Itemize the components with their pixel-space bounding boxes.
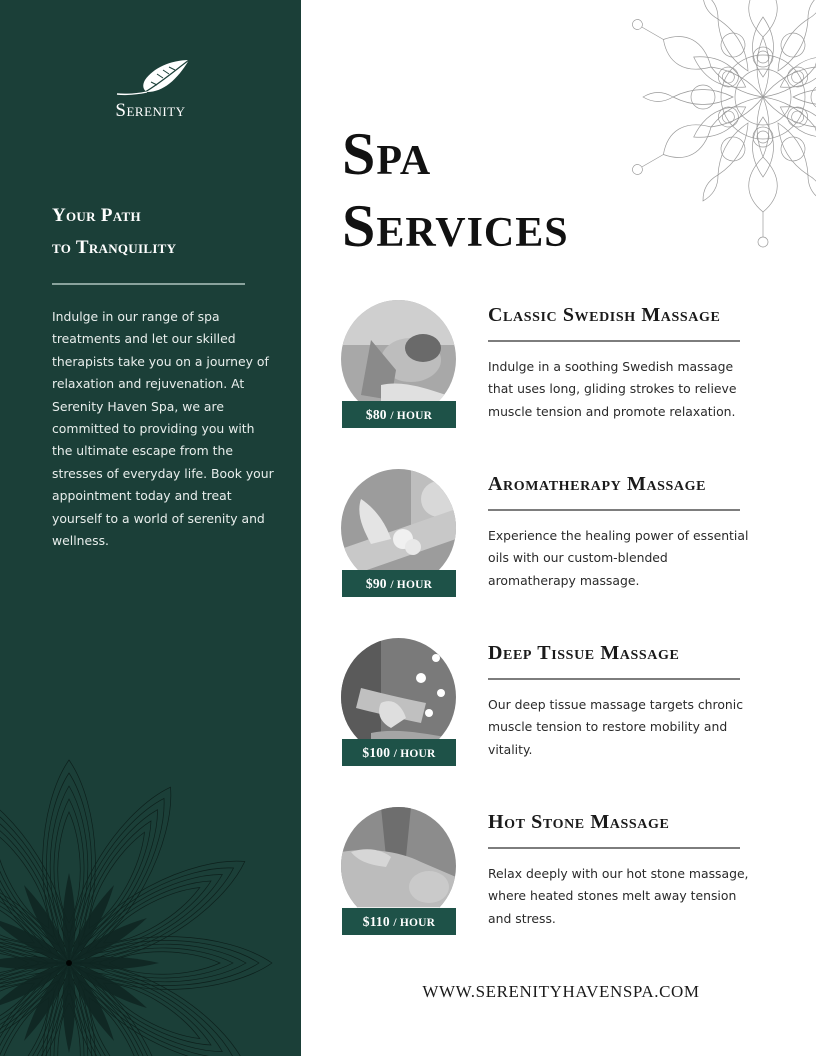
sidebar <box>0 0 301 1056</box>
price-amount: $110 <box>362 914 390 929</box>
intro-paragraph: Indulge in our range of spa treatments and let our skilled therapists take you on a journey of relaxation and rejuvenation. At Serenity Haven Spa, we are committed to providing you with the ultimate escape from the stresses of everyday life. Book your appointment today and treat yourself to a world of serenity and wellness. <box>52 309 274 549</box>
service-card <box>341 469 751 609</box>
service-name: Deep Tissue Massage <box>488 642 680 664</box>
service-divider <box>488 509 740 511</box>
service-description: Our deep tissue massage targets chronic muscle tension to restore mobility and vitality. <box>488 697 744 757</box>
service-name: Hot Stone Massage <box>488 811 670 833</box>
price-unit: / HOUR <box>390 410 433 422</box>
brand-logo <box>0 58 301 122</box>
sidebar-divider <box>52 283 245 285</box>
feather-icon <box>111 58 191 98</box>
tagline-line-1: Your Path <box>52 205 141 226</box>
service-card <box>341 300 751 440</box>
mandala-icon <box>612 0 816 260</box>
price-badge <box>342 401 456 428</box>
website-link[interactable]: WWW.SERENITYHAVENSPA.COM <box>422 982 700 1001</box>
service-divider <box>488 678 740 680</box>
service-name: Classic Swedish Massage <box>488 304 721 326</box>
service-card <box>341 807 751 947</box>
service-divider <box>488 847 740 849</box>
price-amount: $100 <box>362 745 391 760</box>
page-title <box>342 118 569 262</box>
price-badge <box>342 570 456 597</box>
tagline-line-2: to Tranquility <box>52 237 177 258</box>
price-unit: / HOUR <box>393 748 436 760</box>
service-description: Experience the healing power of essential oils with our custom-blended aromatherapy massage. <box>488 528 749 588</box>
brand-name: Serenity <box>115 100 186 121</box>
lotus-flower-icon <box>0 750 301 1056</box>
price-badge <box>342 908 456 935</box>
price-amount: $90 <box>365 576 387 591</box>
tagline <box>52 200 176 264</box>
price-badge <box>342 739 456 766</box>
price-amount: $80 <box>365 407 387 422</box>
service-description: Indulge in a soothing Swedish massage that uses long, gliding strokes to relieve muscle tension and promote relaxation. <box>488 359 737 419</box>
price-unit: / HOUR <box>393 917 436 929</box>
price-unit: / HOUR <box>390 579 433 591</box>
service-divider <box>488 340 740 342</box>
service-name: Aromatherapy Massage <box>488 473 707 495</box>
title-line-2: Services <box>342 193 569 259</box>
title-line-1: Spa <box>342 121 432 187</box>
service-card <box>341 638 751 778</box>
service-description: Relax deeply with our hot stone massage, where heated stones melt away tension and stress. <box>488 866 749 926</box>
